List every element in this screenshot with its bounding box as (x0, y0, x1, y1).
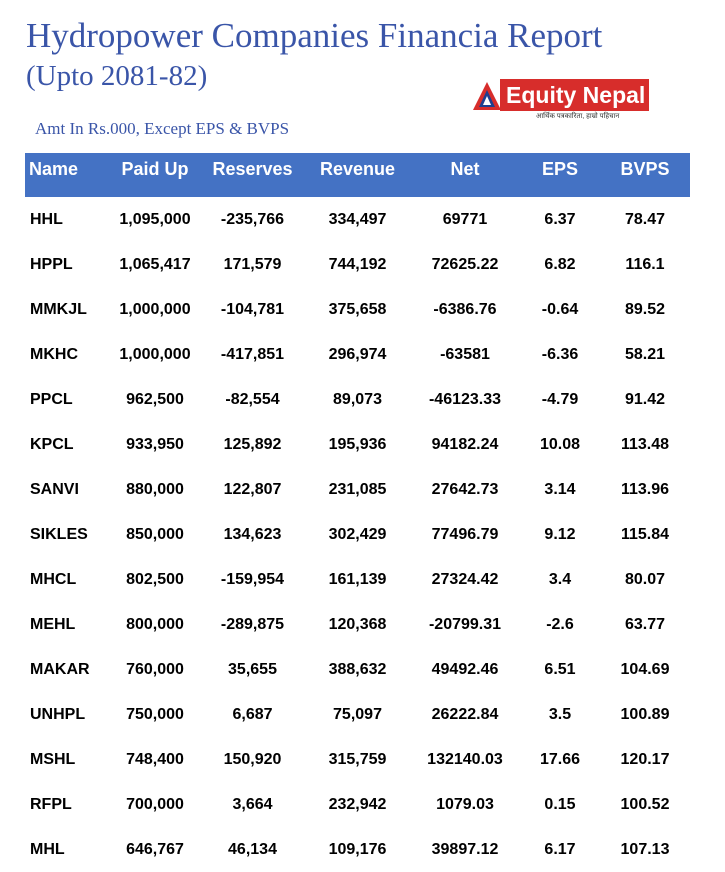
equity-nepal-mark-icon (472, 81, 502, 111)
cell-bvps: 58.21 (624, 345, 666, 363)
cell-paid-up: 962,500 (126, 390, 184, 408)
cell-eps: 10.08 (539, 435, 581, 453)
cell-eps: 0.15 (544, 795, 576, 813)
logo-text: Equity Nepal (500, 79, 649, 111)
cell-revenue: 388,632 (328, 660, 387, 678)
cell-bvps: 120.17 (620, 750, 670, 768)
cell-net: 26222.84 (431, 705, 499, 723)
cell-bvps: 89.52 (624, 300, 666, 318)
cell-net: 77496.79 (431, 525, 499, 543)
cell-bvps: 100.52 (620, 795, 670, 813)
cell-eps: 6.37 (544, 210, 576, 228)
cell-name: MMKJL (30, 300, 87, 318)
cell-name: SANVI (30, 480, 79, 498)
cell-net: 132140.03 (427, 750, 503, 768)
amount-note: Amt In Rs.000, Except EPS & BVPS (35, 119, 290, 138)
cell-name: MKHC (30, 345, 78, 363)
table-row (25, 692, 690, 737)
cell-revenue: 296,974 (328, 345, 387, 363)
cell-revenue: 120,368 (328, 615, 387, 633)
cell-bvps: 116.1 (625, 255, 665, 273)
cell-bvps: 115.84 (620, 525, 670, 543)
cell-net: 27324.42 (431, 570, 499, 588)
cell-net: -46123.33 (428, 390, 502, 408)
cell-reserves: -417,851 (220, 345, 285, 363)
cell-net: 39897.12 (431, 840, 499, 858)
table-row (25, 287, 690, 332)
cell-reserves: -159,954 (220, 570, 285, 588)
cell-bvps: 63.77 (624, 615, 666, 633)
cell-revenue: 375,658 (328, 300, 387, 318)
cell-paid-up: 850,000 (126, 525, 184, 543)
cell-reserves: 150,920 (223, 750, 282, 768)
cell-eps: -0.64 (541, 300, 579, 318)
column-header-paid-up: Paid Up (121, 158, 189, 179)
financial-table (25, 153, 690, 872)
cell-bvps: 107.13 (620, 840, 670, 858)
cell-eps: 9.12 (544, 525, 576, 543)
cell-eps: -2.6 (546, 615, 574, 633)
cell-paid-up: 700,000 (126, 795, 184, 813)
cell-paid-up: 800,000 (126, 615, 184, 633)
cell-eps: 6.82 (544, 255, 576, 273)
cell-net: 69771 (442, 210, 488, 228)
cell-net: -6386.76 (433, 300, 497, 318)
cell-revenue: 109,176 (328, 840, 387, 858)
column-header-reserves: Reserves (212, 158, 293, 179)
cell-eps: -4.79 (541, 390, 579, 408)
cell-eps: 6.17 (544, 840, 576, 858)
cell-name: RFPL (30, 795, 72, 813)
cell-reserves: -104,781 (220, 300, 285, 318)
cell-net: 27642.73 (431, 480, 499, 498)
cell-name: MEHL (30, 615, 76, 633)
cell-revenue: 334,497 (328, 210, 387, 228)
cell-net: 1079.03 (436, 795, 494, 813)
cell-revenue: 75,097 (333, 705, 382, 723)
cell-paid-up: 1,000,000 (119, 300, 191, 318)
cell-reserves: 6,687 (232, 705, 273, 723)
cell-revenue: 302,429 (328, 525, 387, 543)
table-row (25, 422, 690, 467)
cell-net: 94182.24 (431, 435, 499, 453)
cell-revenue: 195,936 (328, 435, 387, 453)
cell-bvps: 113.48 (620, 435, 670, 453)
cell-reserves: 125,892 (223, 435, 282, 453)
report-title: Hydropower Companies Financia Report (26, 16, 603, 55)
cell-reserves: 122,807 (223, 480, 282, 498)
table-row (25, 782, 690, 827)
column-header-name: Name (29, 158, 79, 179)
cell-bvps: 100.89 (620, 705, 670, 723)
table-row (25, 557, 690, 602)
cell-name: KPCL (30, 435, 74, 453)
cell-reserves: 46,134 (228, 840, 277, 858)
cell-revenue: 232,942 (328, 795, 387, 813)
table-row (25, 332, 690, 377)
cell-paid-up: 1,000,000 (119, 345, 191, 363)
cell-paid-up: 1,095,000 (119, 210, 191, 228)
cell-bvps: 104.69 (620, 660, 670, 678)
cell-paid-up: 748,400 (126, 750, 184, 768)
cell-bvps: 113.96 (620, 480, 670, 498)
cell-paid-up: 802,500 (126, 570, 184, 588)
cell-revenue: 231,085 (328, 480, 387, 498)
report-subtitle: (Upto 2081-82) (26, 60, 208, 92)
cell-paid-up: 646,767 (126, 840, 184, 858)
table-row (25, 827, 690, 872)
cell-name: HHL (30, 210, 63, 228)
cell-name: SIKLES (30, 525, 88, 543)
table-row (25, 737, 690, 782)
cell-name: MHCL (30, 570, 77, 588)
cell-reserves: 171,579 (223, 255, 282, 273)
cell-reserves: 134,623 (223, 525, 282, 543)
cell-name: PPCL (30, 390, 73, 408)
table-header-row (25, 153, 690, 197)
cell-revenue: 89,073 (333, 390, 382, 408)
logo-tagline: आर्थिक पत्रकारिता, हाम्रो पहिचान (536, 113, 620, 120)
cell-name: HPPL (30, 255, 73, 273)
table-row (25, 377, 690, 422)
cell-eps: 17.66 (539, 750, 581, 768)
column-header-revenue: Revenue (319, 158, 396, 179)
table-row (25, 242, 690, 287)
table-row (25, 197, 690, 242)
equity-nepal-logo (472, 79, 652, 125)
cell-name: UNHPL (30, 705, 86, 723)
cell-revenue: 744,192 (328, 255, 387, 273)
column-header-bvps: BVPS (620, 158, 670, 179)
cell-bvps: 80.07 (624, 570, 666, 588)
cell-paid-up: 760,000 (126, 660, 184, 678)
cell-reserves: -235,766 (220, 210, 285, 228)
cell-revenue: 161,139 (328, 570, 387, 588)
cell-eps: 6.51 (544, 660, 576, 678)
cell-eps: 3.4 (548, 570, 572, 588)
cell-name: MSHL (30, 750, 76, 768)
table-row (25, 467, 690, 512)
cell-net: 49492.46 (431, 660, 499, 678)
cell-net: -20799.31 (428, 615, 502, 633)
cell-net: 72625.22 (431, 255, 499, 273)
cell-reserves: -82,554 (225, 390, 280, 408)
column-header-net: Net (450, 158, 480, 179)
cell-bvps: 91.42 (624, 390, 666, 408)
cell-eps: 3.5 (548, 705, 572, 723)
cell-paid-up: 750,000 (126, 705, 184, 723)
cell-eps: 3.14 (544, 480, 576, 498)
cell-reserves: 3,664 (232, 795, 273, 813)
cell-eps: -6.36 (541, 345, 579, 363)
cell-bvps: 78.47 (624, 210, 666, 228)
cell-paid-up: 880,000 (126, 480, 184, 498)
table-row (25, 512, 690, 557)
cell-net: -63581 (440, 345, 490, 363)
table-row (25, 647, 690, 692)
cell-paid-up: 1,065,417 (119, 255, 191, 273)
cell-revenue: 315,759 (328, 750, 387, 768)
column-header-eps: EPS (541, 158, 579, 179)
cell-paid-up: 933,950 (126, 435, 184, 453)
cell-name: MHL (30, 840, 65, 858)
cell-reserves: 35,655 (228, 660, 277, 678)
cell-reserves: -289,875 (220, 615, 285, 633)
cell-name: MAKAR (30, 660, 90, 678)
table-row (25, 602, 690, 647)
